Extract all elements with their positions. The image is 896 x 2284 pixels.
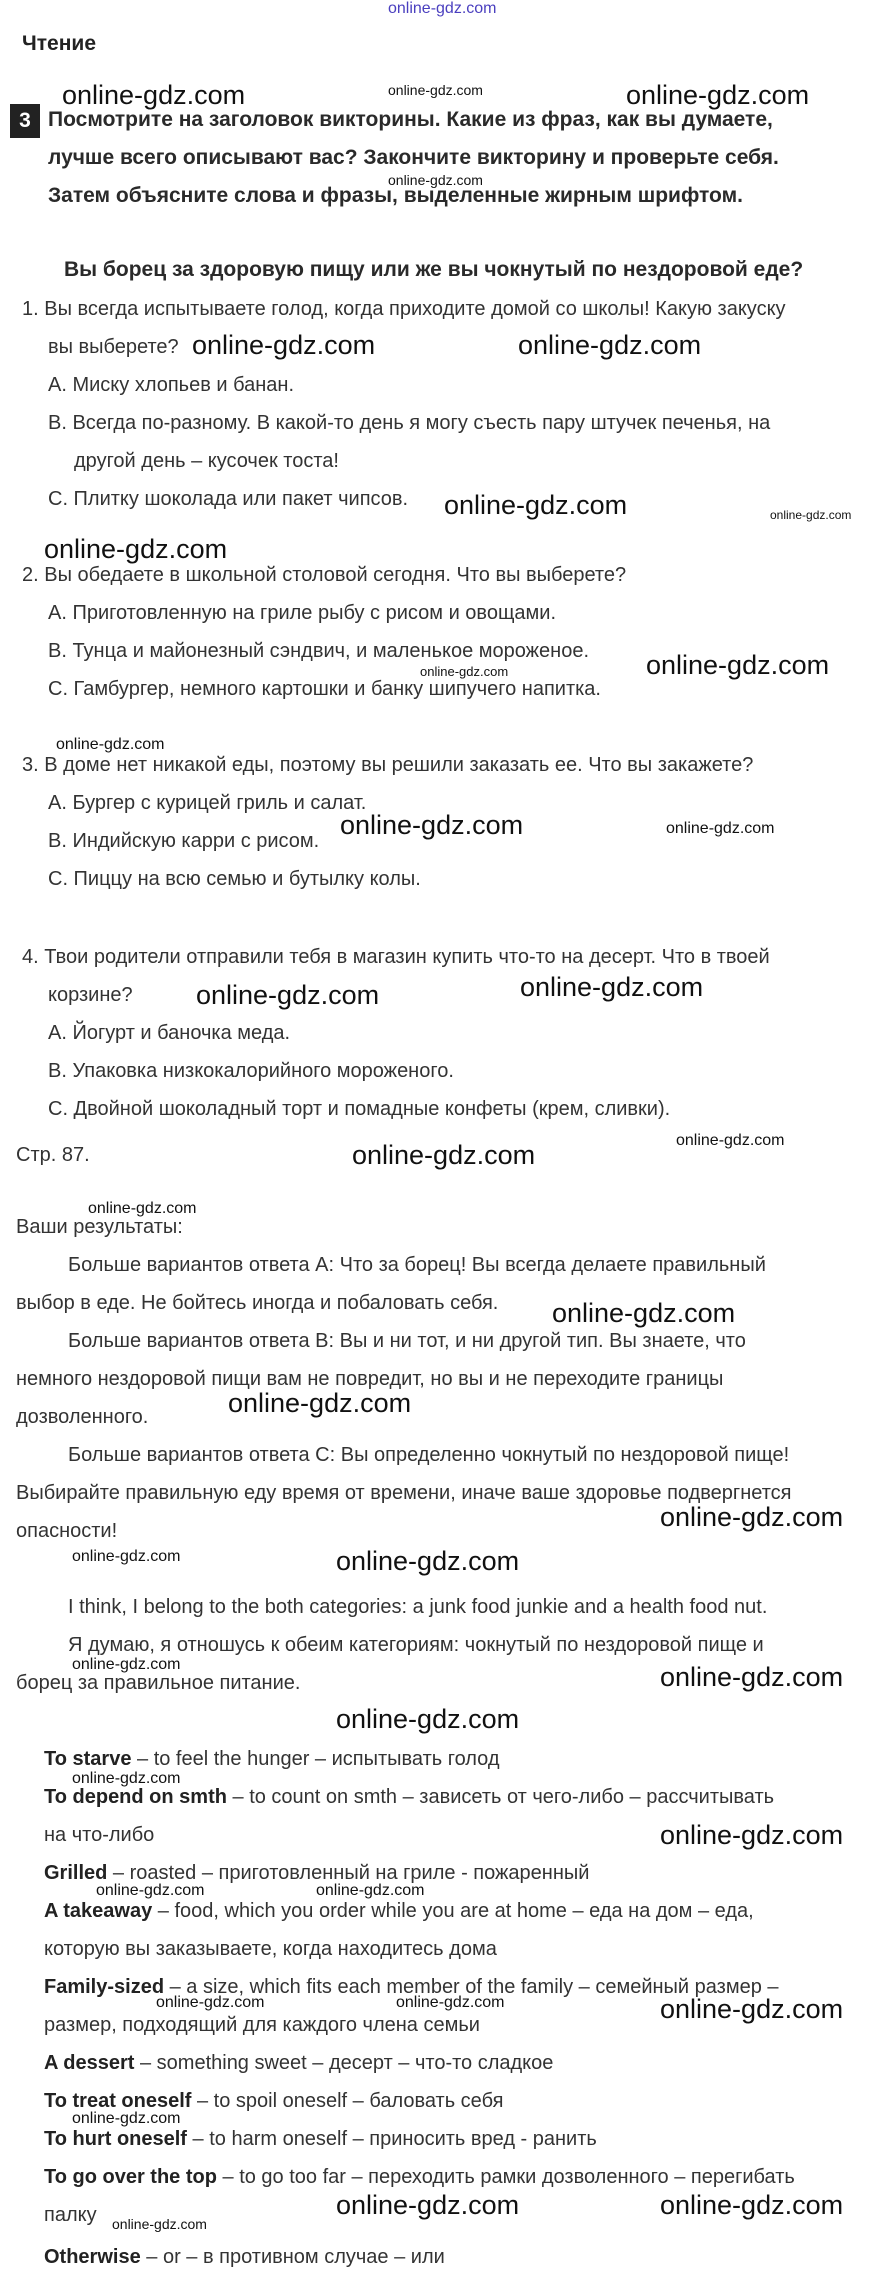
glossary-entry (44, 1824, 154, 1847)
watermark: online-gdz.com (626, 80, 810, 110)
glossary-term: To depend on smth (44, 1786, 227, 1808)
glossary-term: To go over the top (44, 2166, 217, 2188)
watermark: online-gdz.com (336, 1546, 520, 1576)
option-c: C. Гамбургер, немного картошки и банку шипучего напитка. (48, 678, 601, 700)
glossary-entry (44, 2128, 597, 2151)
question-4: 4. Твои родители отправили тебя в магазин купить что-то на десерт. Что в твоей (22, 946, 770, 968)
watermark: online-gdz.com (156, 1994, 265, 2011)
glossary-definition: которую вы заказываете, когда находитесь дома (44, 1938, 497, 1960)
watermark: online-gdz.com (388, 82, 483, 98)
watermark: online-gdz.com (660, 1502, 844, 1532)
glossary-term: Otherwise (44, 2246, 141, 2268)
glossary-definition: палку (44, 2204, 97, 2226)
glossary-entry (44, 2204, 97, 2227)
option-c: C. Плитку шоколада или пакет чипсов. (48, 488, 409, 510)
watermark: online-gdz.com (666, 820, 775, 837)
watermark: online-gdz.com (420, 664, 509, 679)
glossary-term: To hurt oneself (44, 2128, 187, 2150)
watermark-top: online-gdz.com (388, 0, 497, 17)
watermark: online-gdz.com (770, 508, 852, 522)
watermark: online-gdz.com (72, 1770, 181, 1787)
glossary-definition: – food, which you order while you are at home – еда на дом – еда, (152, 1900, 754, 1922)
watermark: online-gdz.com (112, 2216, 207, 2232)
option-b-cont: другой день – кусочек тоста! (74, 450, 339, 472)
question-2: 2. Вы обедаете в школьной столовой сегодня. Что вы выберете? (22, 564, 627, 586)
glossary-term: A takeaway (44, 1900, 153, 1922)
result-c: Больше вариантов ответа С: Вы определенно чокнутый по нездоровой пище! (68, 1444, 790, 1466)
watermark: online-gdz.com (660, 1994, 844, 2024)
answer-english: I think, I belong to the both categories: a junk food junkie and a health food nut. (68, 1596, 768, 1618)
watermark: online-gdz.com (388, 172, 483, 188)
page-reference: Стр. 87. (16, 1144, 90, 1166)
task-line: лучше всего описывают вас? Закончите викторину и проверьте себя. (48, 146, 779, 169)
glossary-definition: – roasted – приготовленный на гриле - пожаренный (107, 1862, 590, 1884)
result-b: Больше вариантов ответа В: Вы и ни тот, и ни другой тип. Вы знаете, что (68, 1330, 746, 1352)
watermark: online-gdz.com (660, 1662, 844, 1692)
option-a: A. Приготовленную на гриле рыбу с рисом и овощами. (48, 602, 556, 624)
result-b-cont: немного нездоровой пищи вам не повредит, но вы и не переходите границы (16, 1368, 724, 1390)
glossary-entry (44, 2014, 480, 2037)
glossary-entry (44, 2052, 553, 2075)
watermark: online-gdz.com (228, 1388, 412, 1418)
watermark: online-gdz.com (56, 736, 165, 753)
watermark: online-gdz.com (352, 1140, 536, 1170)
glossary-entry (44, 1786, 774, 1809)
option-a: A. Миску хлопьев и банан. (48, 374, 295, 396)
watermark: online-gdz.com (72, 1656, 181, 1673)
task-line: Затем объясните слова и фразы, выделенные жирным шрифтом. (48, 184, 743, 207)
glossary-definition: – a size, which fits each member of the family – семейный размер – (164, 1976, 779, 1998)
glossary-term: To treat oneself (44, 2090, 192, 2112)
task-line: Посмотрите на заголовок викторины. Какие из фраз, как вы думаете, (48, 108, 773, 131)
quiz-title: Вы борец за здоровую пищу или же вы чокнутый по нездоровой еде? (64, 258, 804, 281)
glossary-entry (44, 2246, 445, 2269)
glossary-entry (44, 1748, 500, 1771)
result-b-cont: дозволенного. (16, 1406, 149, 1428)
option-b: B. Индийскую карри с рисом. (48, 830, 320, 852)
result-a-cont: выбор в еде. Не бойтесь иногда и побаловать себя. (16, 1292, 499, 1314)
watermark: online-gdz.com (520, 972, 704, 1002)
answer-russian: Я думаю, я отношусь к обеим категориям: чокнутый по нездоровой пище и (68, 1634, 764, 1656)
watermark: online-gdz.com (72, 1548, 181, 1565)
glossary-definition: – to harm oneself – приносить вред - ранить (186, 2128, 597, 2150)
watermark: online-gdz.com (396, 1994, 505, 2011)
watermark: online-gdz.com (316, 1882, 425, 1899)
watermark: online-gdz.com (676, 1132, 785, 1149)
glossary-entry (44, 2166, 795, 2189)
option-c: C. Двойной шоколадный торт и помадные конфеты (крем, сливки). (48, 1098, 671, 1120)
option-a: A. Бургер с курицей гриль и салат. (48, 792, 367, 814)
glossary-definition: – to spoil oneself – баловать себя (191, 2090, 504, 2112)
watermark: online-gdz.com (88, 1200, 197, 1217)
results-label: Ваши результаты: (16, 1216, 183, 1238)
glossary-term: A dessert (44, 2052, 135, 2074)
option-b: B. Тунца и майонезный сэндвич, и маленькое мороженое. (48, 640, 590, 662)
option-b: B. Упаковка низкокалорийного мороженого. (48, 1060, 454, 1082)
task-number-badge: 3 (10, 104, 40, 138)
watermark: online-gdz.com (646, 650, 830, 680)
glossary-definition: – to count on smth – зависеть от чего-либо – рассчитывать (226, 1786, 775, 1808)
watermark: online-gdz.com (196, 980, 380, 1010)
watermark: online-gdz.com (660, 2190, 844, 2220)
watermark: online-gdz.com (518, 330, 702, 360)
glossary-definition: – or – в противном случае – или (140, 2246, 445, 2268)
section-title: Чтение (22, 32, 96, 55)
result-c-cont: опасности! (16, 1520, 118, 1542)
watermark: online-gdz.com (62, 80, 246, 110)
result-a: Больше вариантов ответа А: Что за борец! Вы всегда делаете правильный (68, 1254, 766, 1276)
watermark: online-gdz.com (336, 1704, 520, 1734)
question-1: 1. Вы всегда испытываете голод, когда приходите домой со школы! Какую закуску (22, 298, 786, 320)
option-b: B. Всегда по-разному. В какой-то день я могу съесть пару штучек печенья, на (48, 412, 771, 434)
result-c-cont: Выбирайте правильную еду время от времени, иначе ваше здоровье подвергнется (16, 1482, 792, 1504)
watermark: online-gdz.com (96, 1882, 205, 1899)
answer-russian-cont: борец за правильное питание. (16, 1672, 301, 1694)
glossary-definition: – something sweet – десерт – что-то сладкое (134, 2052, 554, 2074)
glossary-definition: – to feel the hunger – испытывать голод (131, 1748, 500, 1770)
option-c: C. Пиццу на всю семью и бутылку колы. (48, 868, 421, 890)
glossary-term: To starve (44, 1748, 132, 1770)
watermark: online-gdz.com (336, 2190, 520, 2220)
question-3: 3. В доме нет никакой еды, поэтому вы решили заказать ее. Что вы закажете? (22, 754, 754, 776)
glossary-term: Grilled (44, 1862, 108, 1884)
glossary-definition: на что-либо (44, 1824, 155, 1846)
watermark: online-gdz.com (192, 330, 376, 360)
watermark: online-gdz.com (552, 1298, 736, 1328)
question-4-cont: корзине? (48, 984, 133, 1006)
watermark: online-gdz.com (44, 534, 228, 564)
watermark: online-gdz.com (340, 810, 524, 840)
option-a: A. Йогурт и баночка меда. (48, 1022, 291, 1044)
watermark: online-gdz.com (72, 2110, 181, 2127)
glossary-entry (44, 1938, 497, 1961)
question-1-cont: вы выберете? (48, 336, 179, 358)
glossary-term: Family-sized (44, 1976, 165, 1998)
watermark: online-gdz.com (444, 490, 628, 520)
glossary-definition: размер, подходящий для каждого члена семьи (44, 2014, 480, 2036)
watermark: online-gdz.com (660, 1820, 844, 1850)
glossary-definition: – to go too far – переходить рамки дозволенного – перегибать (216, 2166, 795, 2188)
glossary-entry (44, 1900, 754, 1923)
